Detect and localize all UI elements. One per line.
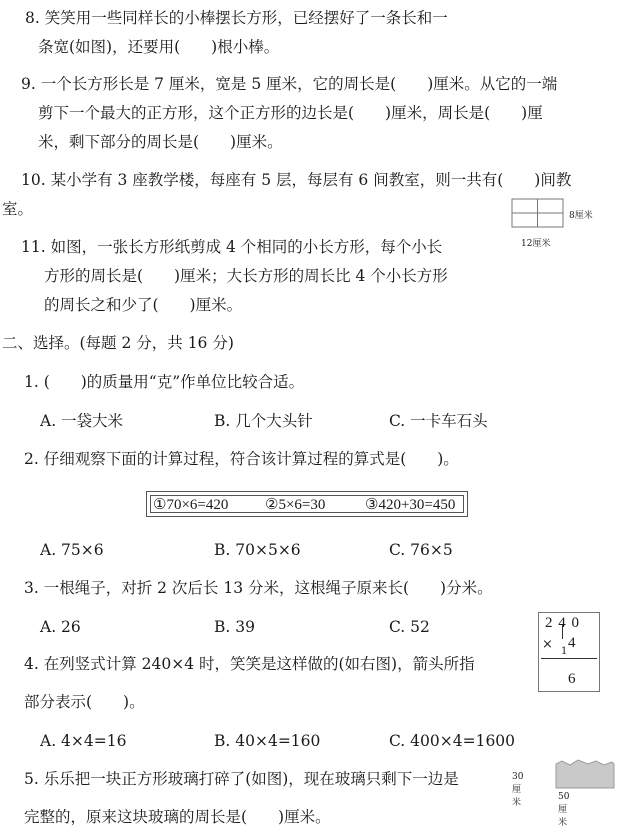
q10-line2: 室。 xyxy=(2,200,34,218)
calc-step-2: ②5×6=30 xyxy=(265,497,326,513)
c2-option-c[interactable]: C. 76×5 xyxy=(389,541,453,559)
calculation-steps-box xyxy=(146,491,468,517)
q11-line1: 11. 如图，一张长方形纸剪成 4 个相同的小长方形，每个小长 xyxy=(21,238,443,256)
width-label: 12厘米 xyxy=(521,239,551,249)
glass-piece xyxy=(556,760,614,788)
section-title: 二、选择。(每题 2 分，共 16 分) xyxy=(2,334,234,352)
q8-line1: 8. 笑笑用一些同样长的小棒摆长方形，已经摆好了一条长和一 xyxy=(25,9,448,27)
q11-line3: 的周长之和少了( )厘米。 xyxy=(44,296,243,314)
vc-times-sign: × xyxy=(542,637,553,652)
calc-step-3: ③420+30=450 xyxy=(365,497,456,513)
c1-option-b[interactable]: B. 几个大头针 xyxy=(214,412,313,430)
c3-option-a[interactable]: A. 26 xyxy=(40,618,81,636)
q10-line1: 10. 某小学有 3 座教学楼，每座有 5 层，每层有 6 间教室，则一共有( )间教 xyxy=(21,171,572,189)
vertical-multiplication xyxy=(538,612,600,692)
calc-step-1: ①70×6=420 xyxy=(153,497,229,513)
c2-option-b[interactable]: B. 70×5×6 xyxy=(214,541,301,559)
vc-carry: 1 xyxy=(561,646,568,657)
vc-top-number: 2 4 0 xyxy=(545,615,580,631)
height-label: 8厘米 xyxy=(569,211,593,221)
c3-option-b[interactable]: B. 39 xyxy=(214,618,255,636)
q8-line2: 条宽(如图)，还要用( )根小棒。 xyxy=(38,38,280,56)
c1-stem: 1. ( )的质量用“克”作单位比较合适。 xyxy=(24,373,305,391)
c4-option-c[interactable]: C. 400×4=1600 xyxy=(389,732,516,750)
c4-line1: 4. 在列竖式计算 240×4 时，笑笑是这样做的(如右图)，箭头所指 xyxy=(24,655,475,673)
c1-option-a[interactable]: A. 一袋大米 xyxy=(40,412,124,430)
glass-shape xyxy=(554,758,616,790)
c3-option-c[interactable]: C. 52 xyxy=(389,618,430,636)
c4-line2: 部分表示( )。 xyxy=(24,693,145,711)
q9-line2: 剪下一个最大的正方形，这个正方形的边长是( )厘米，周长是( )厘 xyxy=(38,104,543,122)
c5-line1: 5. 乐乐把一块正方形玻璃打碎了(如图)，现在玻璃只剩下一边是 xyxy=(24,770,459,788)
q11-line2: 方形的周长是( )厘米；大长方形的周长比 4 个小长方形 xyxy=(44,267,448,285)
c2-option-a[interactable]: A. 75×6 xyxy=(40,541,104,559)
vc-multiplier: 4 xyxy=(568,635,576,651)
vc-arrow-mark xyxy=(562,625,563,639)
glass-side-label: 30厘米 xyxy=(512,772,524,808)
c1-option-c[interactable]: C. 一卡车石头 xyxy=(389,412,488,430)
c4-option-a[interactable]: A. 4×4=16 xyxy=(40,732,127,750)
c4-option-b[interactable]: B. 40×4=160 xyxy=(214,732,321,750)
c3-stem: 3. 一根绳子，对折 2 次后长 13 分米，这根绳子原来长( )分米。 xyxy=(24,579,493,597)
vc-result: 6 xyxy=(568,671,576,687)
glass-bottom-label: 50厘米 xyxy=(558,792,570,828)
c5-line2: 完整的，原来这块玻璃的周长是( )厘米。 xyxy=(24,808,331,826)
rectangle-figure xyxy=(511,198,611,252)
q9-line3: 米，剩下部分的周长是( )厘米。 xyxy=(38,133,283,151)
q9-line1: 9. 一个长方形长是 7 厘米，宽是 5 厘米，它的周长是( )厘米。从它的一端 xyxy=(21,75,558,93)
c2-stem: 2. 仔细观察下面的计算过程，符合该计算过程的算式是( )。 xyxy=(24,450,459,468)
vc-rule xyxy=(541,658,597,659)
